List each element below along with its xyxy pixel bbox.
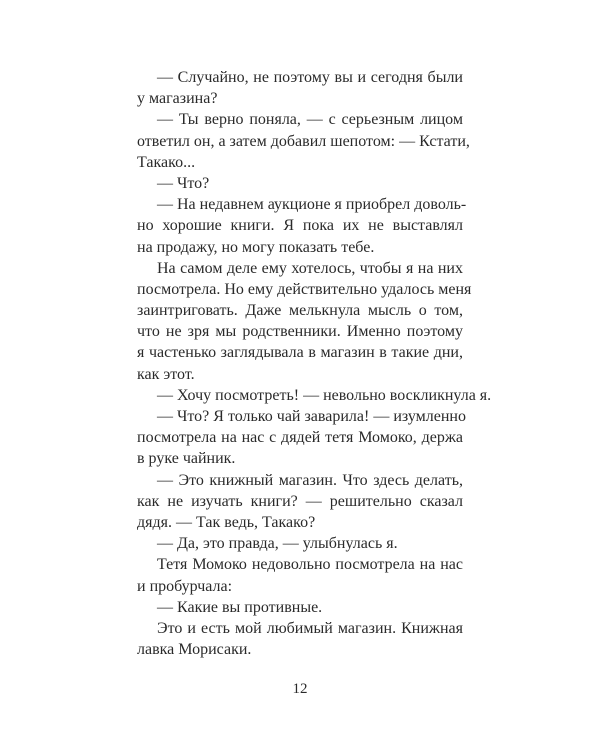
- text-line: что не зря мы родственники. Именно поэтому: [137, 323, 463, 341]
- text-line: посмотрела на нас с дядей тетя Момоко, держа: [137, 429, 463, 447]
- text-line: как этот.: [137, 365, 195, 383]
- text-line: как не изучать книги? — решительно сказал: [137, 492, 463, 510]
- text-line: — Это книжный магазин. Что здесь делать,: [157, 471, 463, 489]
- text-line: Такако...: [137, 153, 196, 171]
- text-line: ответил он, а затем добавил шепотом: — Кстати,: [137, 132, 470, 150]
- text-line: посмотрела. Но ему действительно удалось меня: [137, 280, 472, 298]
- text-line: у магазина?: [137, 90, 218, 108]
- text-line: — Хочу посмотреть! — невольно воскликнула я.: [157, 386, 492, 404]
- text-line: на продажу, но могу показать тебе.: [137, 238, 375, 256]
- page-body-text: [137, 67, 492, 660]
- text-line: я частенько заглядывала в магазин в такие дни,: [137, 344, 463, 362]
- text-line: дядя. — Так ведь, Такако?: [137, 513, 316, 531]
- text-line: — Случайно, не поэтому вы и сегодня были: [157, 69, 463, 86]
- text-line: Это и есть мой любимый магазин. Книжная: [157, 619, 463, 637]
- text-line: и пробурчала:: [137, 577, 233, 595]
- text-line: — На недавнем аукционе я приобрел доволь-: [157, 196, 467, 214]
- text-line: На самом деле ему хотелось, чтобы я на них: [157, 259, 463, 277]
- text-line: — Что?: [157, 174, 210, 192]
- text-line: но хорошие книги. Я пока их не выставлял: [137, 217, 463, 235]
- page-number: 12: [292, 681, 308, 697]
- text-line: в руке чайник.: [137, 450, 236, 468]
- text-line: — Какие вы противные.: [157, 598, 323, 616]
- text-line: — Что? Я только чай заварила! — изумленно: [157, 408, 466, 425]
- text-line: лавка Морисаки.: [137, 641, 252, 659]
- text-line: — Ты верно поняла, — с серьезным лицом: [157, 111, 463, 129]
- text-line: — Да, это правда, — улыбнулась я.: [157, 535, 398, 553]
- text-line: Тетя Момоко недовольно посмотрела на нас: [157, 556, 463, 574]
- text-line: заинтриговать. Даже мелькнула мысль о том,: [137, 302, 463, 320]
